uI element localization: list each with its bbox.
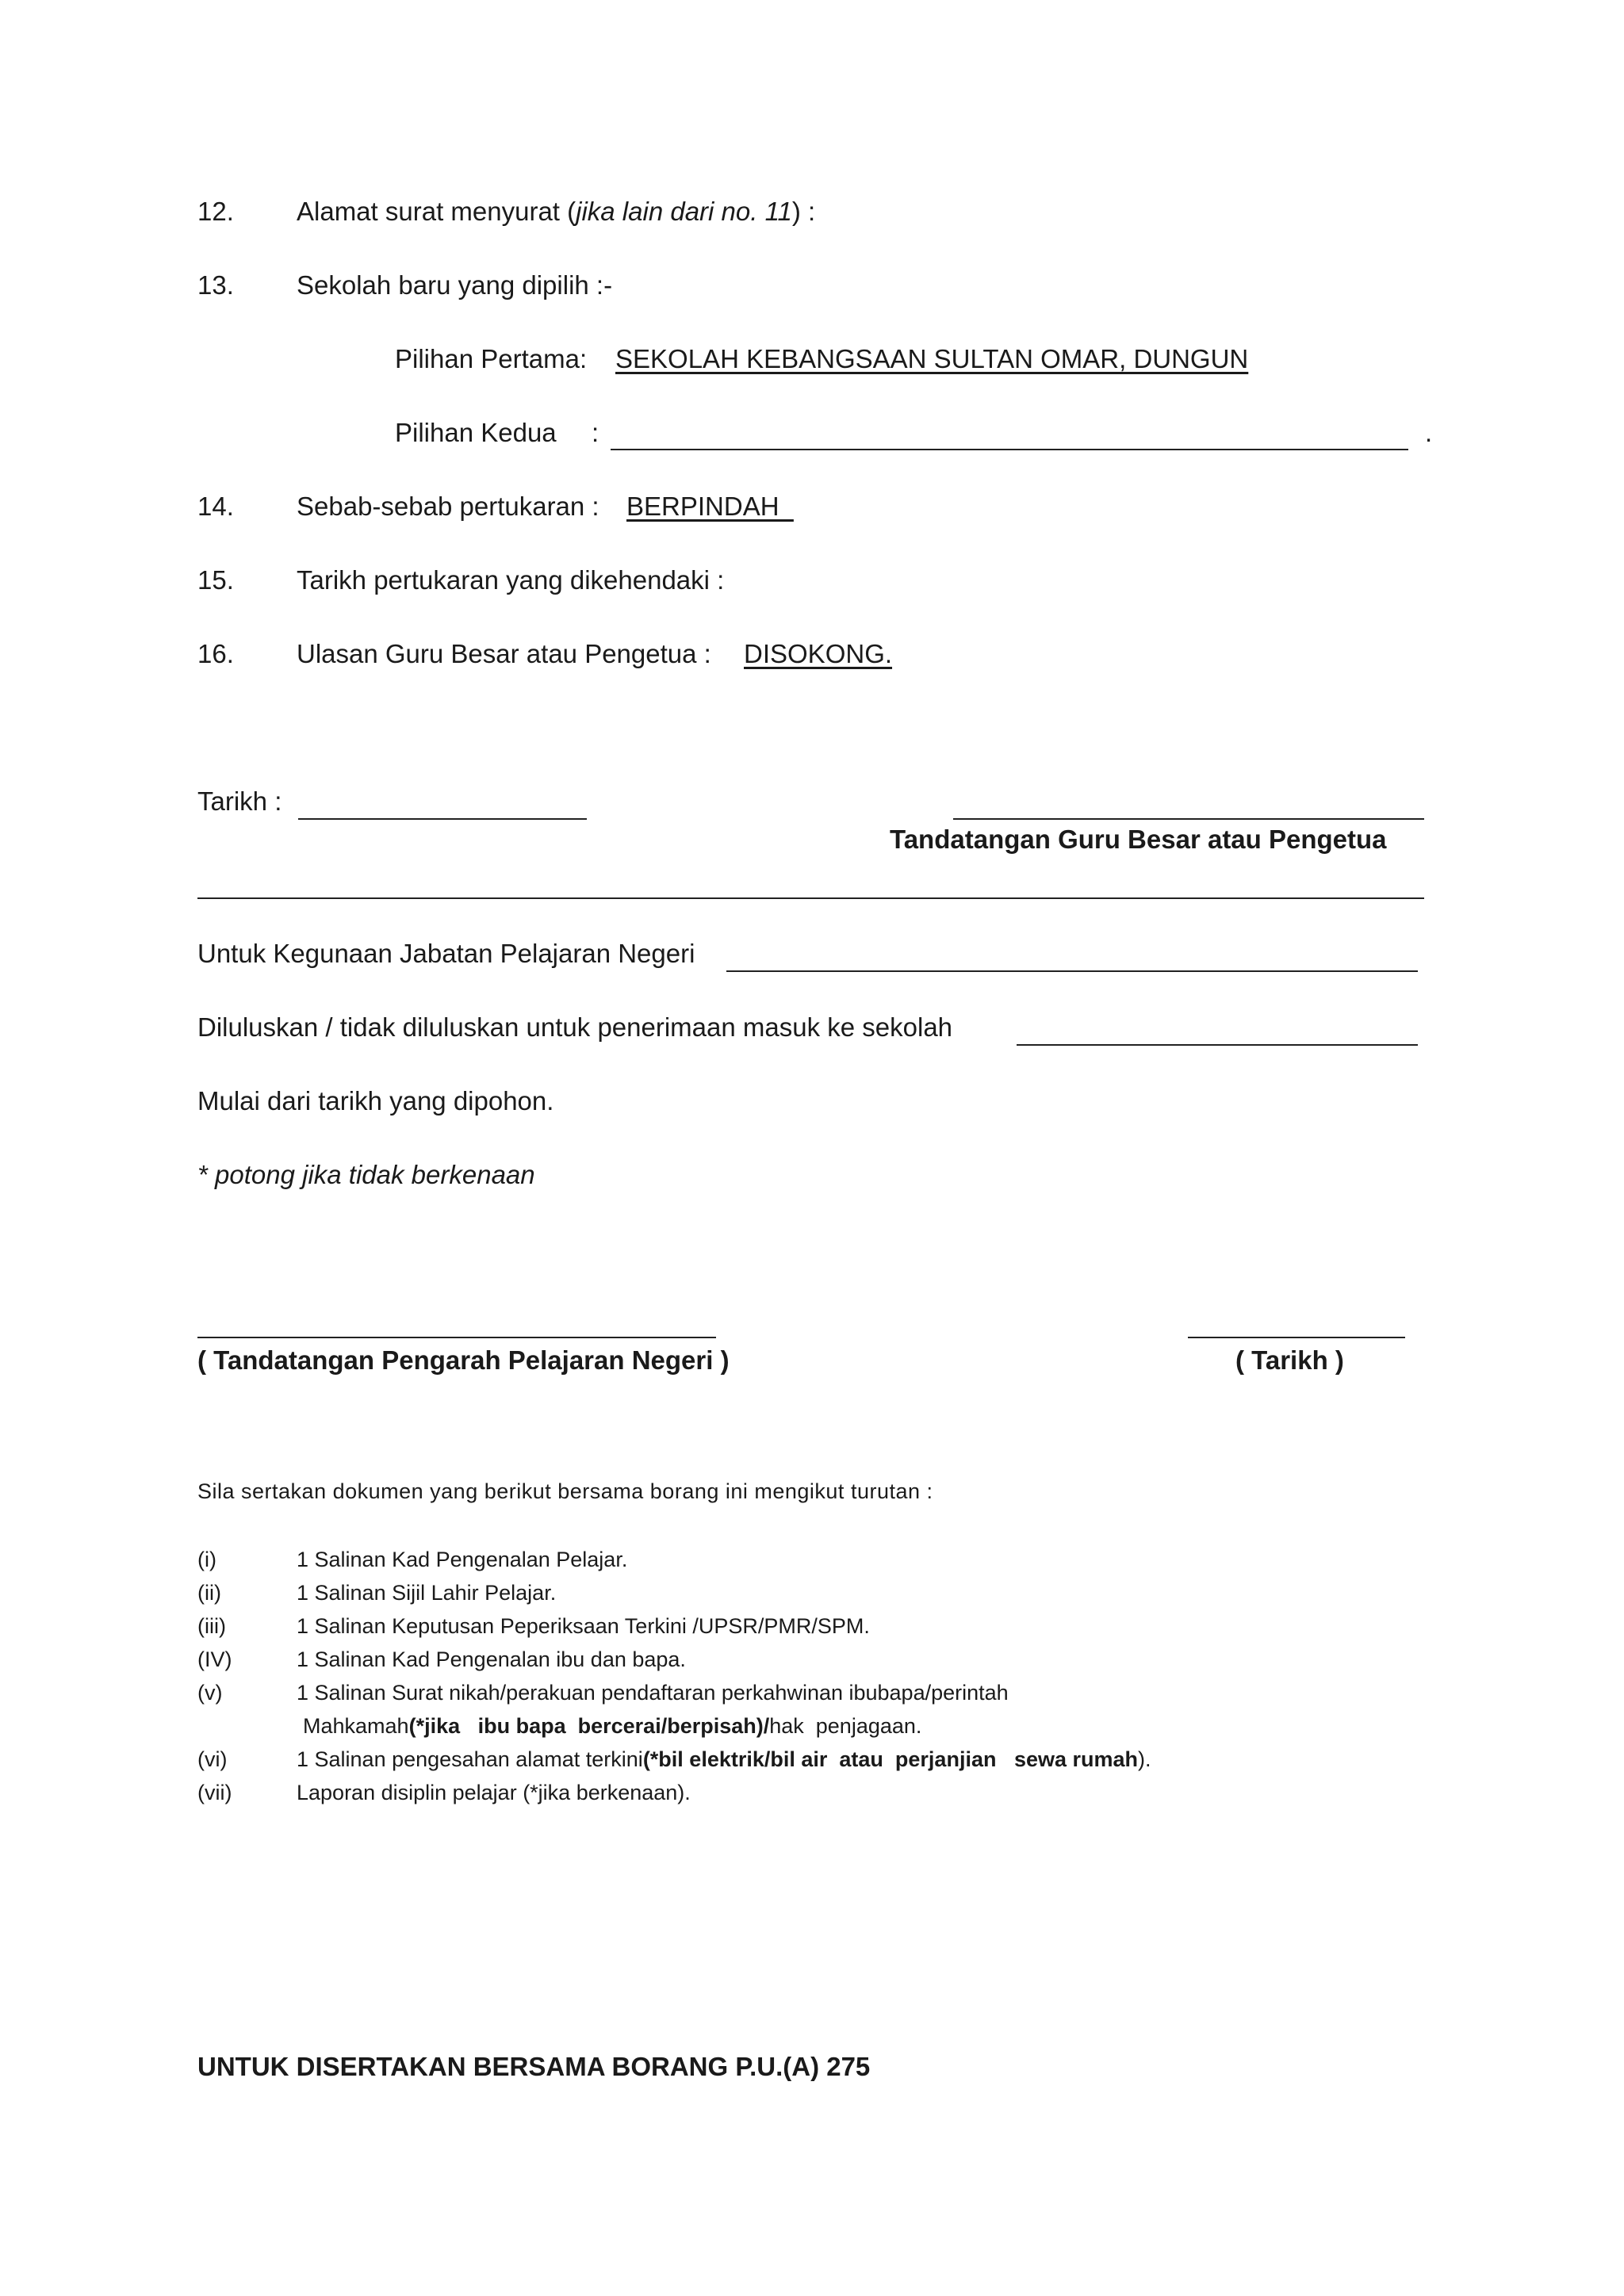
start-date-text: Mulai dari tarikh yang dipohon. xyxy=(197,1086,554,1115)
strike-note: * potong jika tidak berkenaan xyxy=(197,1160,535,1189)
department-use-label: Untuk Kegunaan Jabatan Pelajaran Negeri xyxy=(197,939,695,968)
documents-intro: Sila sertakan dokumen yang berikut bersama borang ini mengikut turutan : xyxy=(197,1479,933,1503)
date-blank[interactable] xyxy=(298,818,587,820)
footer-note: UNTUK DISERTAKAN BERSAMA BORANG P.U.(A) 275 xyxy=(197,2052,871,2081)
doc-num-i: (i) xyxy=(197,1548,216,1571)
approval-school-blank[interactable] xyxy=(1017,1044,1418,1046)
doc-text-v-continued: Mahkamah(*jika ibu bapa bercerai/berpisah)/hak penjagaan. xyxy=(303,1714,922,1738)
item-16-number: 16. xyxy=(197,639,234,668)
doc-text-i: 1 Salinan Kad Pengenalan Pelajar. xyxy=(297,1548,628,1571)
department-use-blank[interactable] xyxy=(726,970,1418,972)
doc-text-iii: 1 Salinan Keputusan Peperiksaan Terkini /UPSR/PMR/SPM. xyxy=(297,1614,870,1638)
second-choice-period: . xyxy=(1425,418,1433,447)
doc-num-vi: (vi) xyxy=(197,1747,228,1771)
signature-line[interactable] xyxy=(953,818,1424,820)
section-divider xyxy=(197,897,1424,899)
item-14-number: 14. xyxy=(197,492,234,521)
doc-text-iv: 1 Salinan Kad Pengenalan ibu dan bapa. xyxy=(297,1647,686,1671)
item-13-label: Sekolah baru yang dipilih :- xyxy=(297,270,613,300)
doc-text-ii: 1 Salinan Sijil Lahir Pelajar. xyxy=(297,1581,557,1605)
director-date-line[interactable] xyxy=(1188,1337,1405,1338)
principal-signature-caption: Tandatangan Guru Besar atau Pengetua xyxy=(890,825,1387,854)
item-13-number: 13. xyxy=(197,270,234,300)
doc-num-vii: (vii) xyxy=(197,1781,232,1804)
item-15-number: 15. xyxy=(197,565,234,595)
item-12-label: Alamat surat menyurat (jika lain dari no. 11) : xyxy=(297,197,816,226)
item-16-label: Ulasan Guru Besar atau Pengetua : xyxy=(297,639,711,668)
doc-num-iv: (IV) xyxy=(197,1647,232,1671)
item-16-value: DISOKONG. xyxy=(744,639,893,668)
date-label: Tarikh : xyxy=(197,786,282,816)
first-choice-label: Pilihan Pertama: xyxy=(395,344,588,373)
second-choice-label: Pilihan Kedua xyxy=(395,418,557,447)
item-14-label: Sebab-sebab pertukaran : xyxy=(297,492,599,521)
approval-label: Diluluskan / tidak diluluskan untuk penerimaan masuk ke sekolah xyxy=(197,1012,953,1042)
first-choice-value: SEKOLAH KEBANGSAAN SULTAN OMAR, DUNGUN xyxy=(615,344,1249,373)
doc-text-vii: Laporan disiplin pelajar (*jika berkenaan). xyxy=(297,1781,691,1804)
item-15-label: Tarikh pertukaran yang dikehendaki : xyxy=(297,565,725,595)
director-date-caption: ( Tarikh ) xyxy=(1235,1345,1344,1375)
item-14-value: BERPINDAH xyxy=(626,492,794,521)
doc-text-vi: 1 Salinan pengesahan alamat terkini(*bil elektrik/bil air atau perjanjian sewa rumah). xyxy=(297,1747,1151,1771)
item-12-number: 12. xyxy=(197,197,234,226)
second-choice-blank[interactable] xyxy=(611,449,1408,450)
second-choice-colon: : xyxy=(592,418,599,447)
doc-text-v: 1 Salinan Surat nikah/perakuan pendaftaran perkahwinan ibubapa/perintah xyxy=(297,1681,1009,1705)
director-signature-line[interactable] xyxy=(197,1337,716,1338)
director-signature-caption: ( Tandatangan Pengarah Pelajaran Negeri ) xyxy=(197,1345,730,1375)
doc-num-v: (v) xyxy=(197,1681,223,1705)
doc-num-iii: (iii) xyxy=(197,1614,226,1638)
doc-num-ii: (ii) xyxy=(197,1581,221,1605)
